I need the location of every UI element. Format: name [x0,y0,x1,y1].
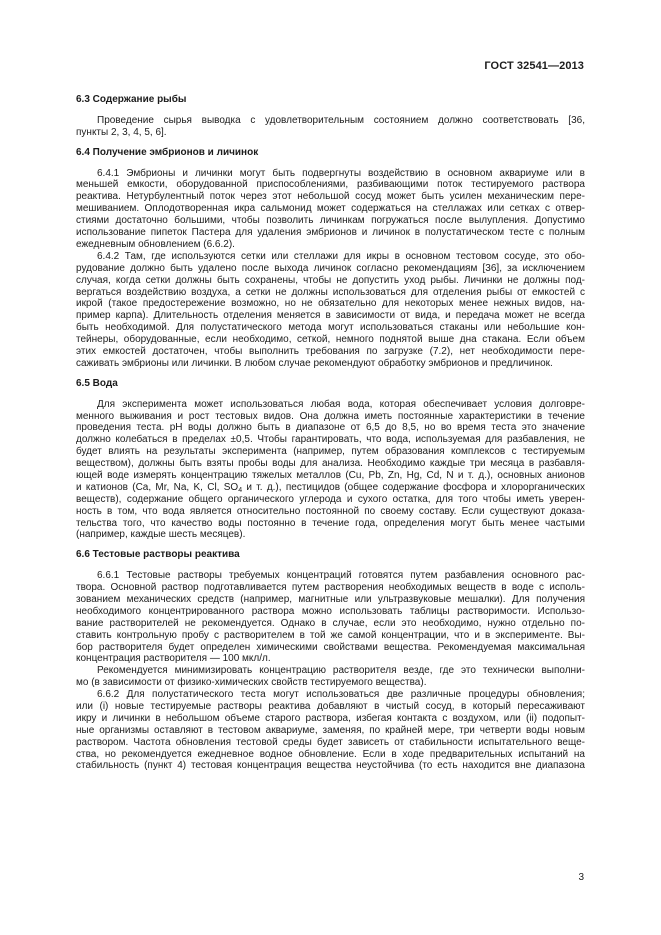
text-line: бор растворителя будет определен химическими свойствами вещества. Рекомендуемая максимальная [76,641,585,653]
text-line: ные организмы оставляют в тестовом аквариуме, заменяя, по крайней мере, три четверти воды новым [76,724,585,736]
text-line: Для эксперимента может использоваться любая вода, которая обеспечивает условия долговре- [97,398,585,410]
text-line: раствором. Частота обновления тестовой среды будет зависеть от стабильности испытательного веще- [76,736,585,748]
text-line: тельства того, что качество воды постоянно в течение года, определения могут быть менее частыми [76,517,585,529]
text-line: вание растворителей не рекомендуется. Однако в случае, если это необходимо, нужно отдельно по- [76,617,585,629]
text-line: зованием механических средств (например, магнитные или ультразвуковые мешалки). Для получения [76,594,585,606]
paragraph-6-6-1 [76,570,585,665]
section-6-5-paragraph [76,399,585,542]
text-line: стабильность (пункт 4) тестовая концентрация вещества неустойчива (то есть находится вне диапазона [76,760,585,772]
text-segment: и т. д.), пестицидов (общее содержание фосфора и хлорорганических [242,481,585,493]
paragraph-6-4-1 [76,168,585,251]
text-line: 6.4.1 Эмбрионы и личинки могут быть подвергнуты воздействию в основном аквариуме или в [97,167,585,179]
text-line: ность в том, что вода является относительно постоянной по своему составу. Если существуют доказа- [76,505,585,517]
text-line: пример карпа). Длительность отделения меняется в зависимости от вида, и передача может не всегда [76,310,585,322]
text-line: икру и личинки в небольшом объеме старого раствора, избегая контакта с воздухом, или (ii) подопыт- [76,712,585,724]
text-line: ежедневным обновлением (6.6.2). [76,238,235,250]
text-line: быть необходимой. Для полустатического метода могут использоваться стаканы или небольшие кон- [76,322,585,334]
page-number: 3 [578,872,584,883]
text-line: концентрация растворителя — 100 мкл/л. [76,653,271,665]
text-line: рудование должно быть удалено после выхода личинок согласно рекомендациям [36], за исключением [76,262,585,274]
text-line: мо (в зависимости от физико-химических свойств тестируемого вещества). [76,677,427,689]
text-line: реактива. Нетурбулентный поток через этот небольшой сосуд может быть усилен механическим пере- [76,191,585,203]
text-line: твора. Основной раствор подготавливается путем растворения необходимых веществ в воде с исполь- [76,582,585,594]
paragraph-6-4-2 [76,251,585,370]
section-6-6-title: 6.6 Тестовые растворы реактива [76,549,240,561]
page-content [76,94,585,772]
text-line: Рекомендуется минимизировать концентрацию растворителя везде, где это технически выполни- [97,665,585,677]
text-segment: и катионов (Ca, Mr, Na, K, Cl, SO [76,481,239,493]
paragraph-6-6-2 [76,689,585,772]
text-line: пункты 2, 3, 4, 5, 6]. [76,126,167,138]
section-6-4-title: 6.4 Получение эмбрионов и личинок [76,146,259,158]
text-line: случая, когда сетки должны быть сохранены, чтобы не допустить уход рыбы. Личинки не должны под- [76,274,585,286]
text-line: веществ), содержание общего органического углерода и сухого остатка, для того чтобы иметь уверен- [76,493,585,505]
text-line: мешиванием. Оплодотворенная икра сальмонид может содержаться на стеллажах или сетках с отвер- [76,203,585,215]
text-line: саживать эмбрионы или личинки. В любом случае рекомендуют обработку эмбрионов и предличинок. [76,357,553,369]
text-line: Проведение сырья выводка с удовлетворительным состоянием должно соответствовать [36, [97,114,585,126]
text-line: икрой (такое предостережение возможно, но не обязательно для некоторых менее нежных видов, на- [76,298,585,310]
standard-number-header: ГОСТ 32541—2013 [484,60,584,72]
text-line: 6.6.2 Для полустатического теста могут использоваться две различные процедуры обновления; [97,689,585,701]
section-6-5-title: 6.5 Вода [76,377,118,389]
text-line: вергаться воздействию воздуха, а сетки не должны использоваться для отделения рыбы от емкостей с [76,286,585,298]
text-line: менного выживания и рост тестовых видов. Она должна иметь постоянные характеристики в течение [76,410,585,422]
text-line: ставить контрольную пробу с растворителем в той же самой концентрации, что и в эксперименте. Вы- [76,629,585,641]
text-line-with-subscript [76,482,585,494]
text-line: необходимого концентрированного раствора можно использовать таблицы растворимости. Использо- [76,605,585,617]
section-6-3-paragraph [76,115,585,139]
text-line: (например, каждые шесть месяцев). [76,529,246,541]
text-line: веществом), должны быть взяты пробы воды для анализа. Необходимо каждые три месяца в разбавля- [76,458,585,470]
text-line: или (i) новые тестируемые растворы реактива добавляют в чистый сосуд, в который пересаживают [76,701,585,713]
text-line: этих емкостей достаточен, чтобы выполнить требования по загрузке (7.2), нет необходимости пере- [76,345,585,357]
text-line: ства, но рекомендуется ежедневное водное обновление. Если в ходе предварительных испытаний на [76,748,585,760]
text-line: 6.6.1 Тестовые растворы требуемых концентраций готовятся путем разбавления основного рас- [97,570,585,582]
text-line: ющей воде измерять концентрацию тяжелых металлов (Cu, Pb, Zn, Hg, Cd, N и т. д.), основных анионов [76,469,585,481]
text-line: тейнеры, оборудованные, если необходимо, сеткой, немного поднятой выше дна стакана. Если объем [76,334,585,346]
text-line: стиями достаточно большими, чтобы позволить личинкам погружаться после вылупления. Допустимо [76,215,585,227]
subscript: 4 [238,486,243,494]
text-line: должно колебаться в пределах ±0,5. Чтобы гарантировать, что вода, используемая для разбавления, не [76,434,585,446]
text-line: 6.4.2 Там, где используются сетки или стеллажи для икры в основном тестовом сосуде, это обо- [97,250,585,262]
section-6-3-title: 6.3 Содержание рыбы [76,94,187,105]
text-line: меньшей емкости, оборудованной приспособлениями, разбивающими поток тестируемого раствора [76,179,585,191]
text-line: будет влиять на результаты эксперимента (например, путем образования комплексов с тестируемым [76,446,585,458]
text-line: проведения теста. pH воды должно быть в диапазоне от 6,5 до 8,5, но во время теста это значение [76,422,585,434]
paragraph-6-6-1-b [76,665,585,689]
text-line: использование пипеток Пастера для удаления эмбрионов и личинок в полустатическом тесте с полным [76,227,585,239]
